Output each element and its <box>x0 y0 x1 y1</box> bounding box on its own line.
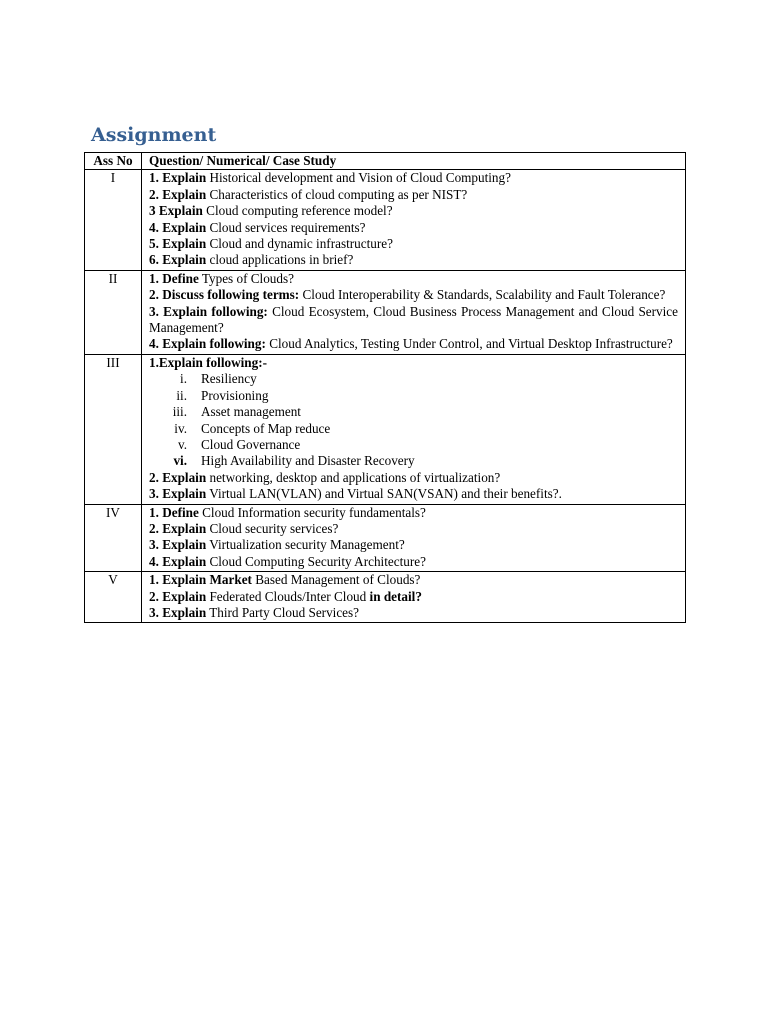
question-cell <box>142 170 686 270</box>
question-item: 2. Discuss following terms: Cloud Interoperability & Standards, Scalability and Fault Tolerance? <box>149 287 666 303</box>
question-item: 2. Explain networking, desktop and applications of virtualization? <box>149 469 501 485</box>
question-cell <box>142 504 686 572</box>
assignment-number: V <box>85 572 142 623</box>
question-item: 3. Explain following: Cloud Ecosystem, Cloud Business Process Management and Cloud Service Management? <box>149 303 678 336</box>
table-header-row <box>85 153 686 170</box>
table-row <box>85 354 686 504</box>
assignment-number: I <box>85 170 142 270</box>
sub-item: i. Resiliency <box>180 371 257 387</box>
question-item: 6. Explain cloud applications in brief? <box>149 252 354 268</box>
question-item: 5. Explain Cloud and dynamic infrastructure? <box>149 236 393 252</box>
table-row <box>85 572 686 623</box>
question-item: 1. Explain Market Based Management of Clouds? <box>149 572 421 588</box>
question-item: 2. Explain Characteristics of cloud computing as per NIST? <box>149 186 468 202</box>
assignment-table <box>84 152 686 623</box>
sub-item: iii. Asset management <box>172 404 301 420</box>
question-item: 4. Explain Cloud Computing Security Architecture? <box>149 553 426 569</box>
question-item: 3 Explain Cloud computing reference model? <box>149 203 393 219</box>
sub-item: v. Cloud Governance <box>177 436 301 452</box>
question-item: 4. Explain following: Cloud Analytics, Testing Under Control, and Virtual Desktop Infrastructure? <box>149 336 673 352</box>
question-item: 1.Explain following:- <box>149 354 267 370</box>
table-row <box>85 270 686 354</box>
table-row <box>85 504 686 572</box>
sub-item: ii. Provisioning <box>176 387 269 403</box>
question-item: 3. Explain Virtual LAN(VLAN) and Virtual SAN(VSAN) and their benefits?. <box>149 486 562 502</box>
question-item: 3. Explain Third Party Cloud Services? <box>149 604 360 620</box>
question-item: 3. Explain Virtualization security Management? <box>149 537 405 553</box>
question-item: 4. Explain Cloud services requirements? <box>149 219 366 235</box>
assignment-number: IV <box>85 504 142 572</box>
sub-item: vi. High Availability and Disaster Recovery <box>173 453 415 469</box>
question-item: 2. Explain Cloud security services? <box>149 520 339 536</box>
table-row <box>85 170 686 270</box>
assignment-number: II <box>85 270 142 354</box>
sub-item: iv. Concepts of Map reduce <box>174 420 331 436</box>
question-item: 1. Explain Historical development and Vision of Cloud Computing? <box>149 170 511 186</box>
assignment-number: III <box>85 354 142 504</box>
question-item: 1. Define Cloud Information security fundamentals? <box>149 504 426 520</box>
header-ass-no: Ass No <box>85 153 142 170</box>
question-cell <box>142 354 686 504</box>
page-title: Assignment <box>91 124 217 146</box>
question-cell <box>142 270 686 354</box>
question-cell <box>142 572 686 623</box>
question-item: 1. Define Types of Clouds? <box>149 270 294 286</box>
header-question: Question/ Numerical/ Case Study <box>142 153 686 170</box>
question-item: 2. Explain Federated Clouds/Inter Cloud in detail? <box>149 588 422 604</box>
